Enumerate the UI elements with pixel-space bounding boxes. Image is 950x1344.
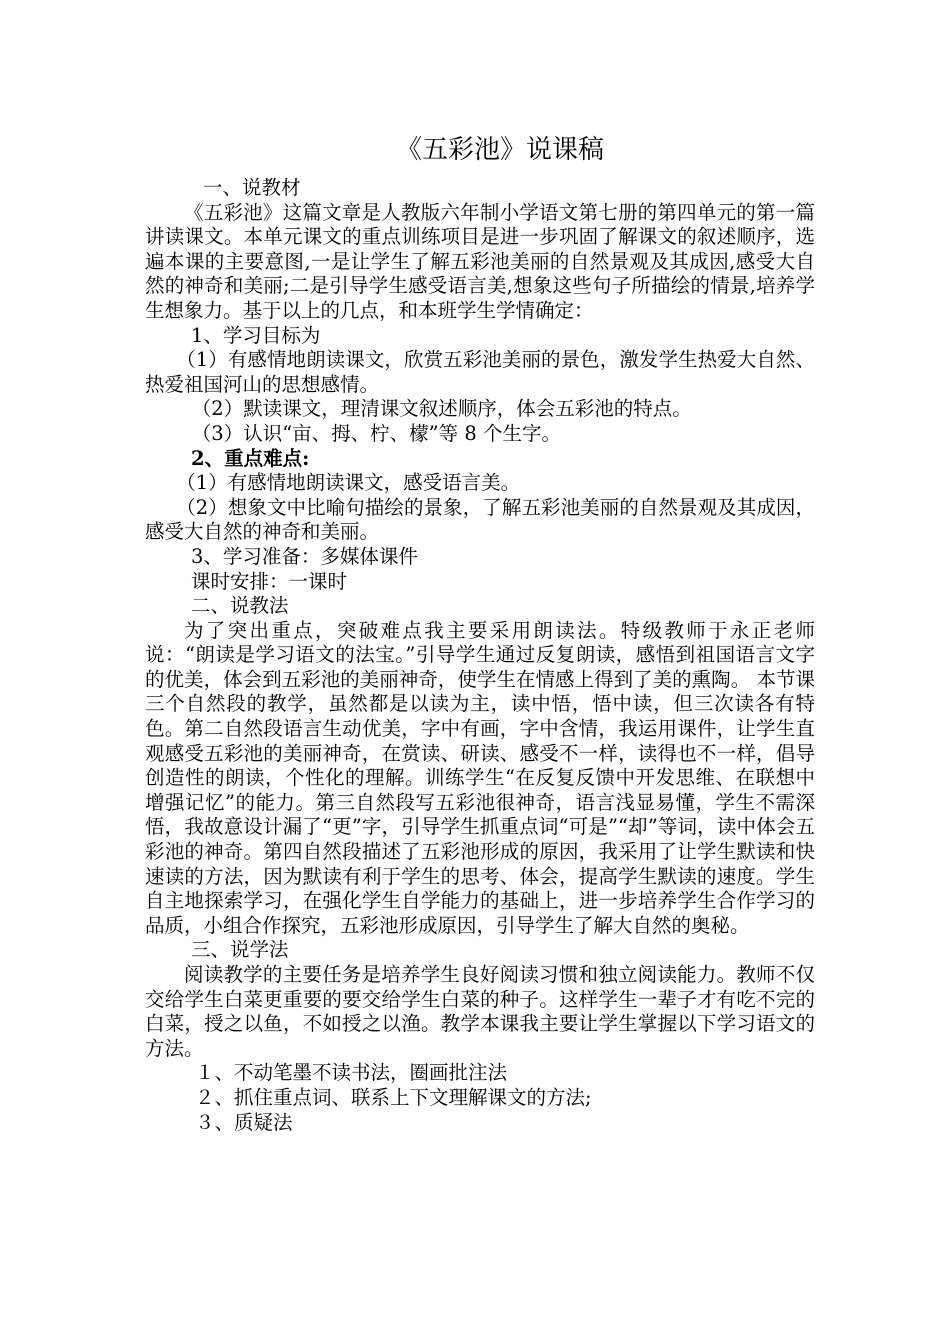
preparation-line: 3、学习准备：多媒体课件 (191, 544, 418, 568)
section-heading-learning-method: 三、说学法 (191, 938, 289, 962)
study-method-item-3: ３、质疑法 (195, 1110, 293, 1134)
goals-heading: 1、学习目标为 (191, 323, 321, 347)
study-paragraph: 阅读教学的主要任务是培养学生良好阅读习惯和独立阅读能力。教师不仅交给学生白菜更重要的要交给学生白菜的种子。这样学生一辈子才有吃不完的白菜，授之以鱼，不如授之以渔。教学本课我主要让学生掌握以下学习语文的方法。 (145, 963, 815, 1060)
document-body (145, 132, 815, 1135)
study-method-item-2: ２、抓住重点词、联系上下文理解课文的方法; (195, 1085, 592, 1109)
goal-item-3: （3）认识“亩、拇、柠、檬”等 8 个生字。 (191, 421, 561, 445)
section-heading-teaching-method: 二、说教法 (191, 594, 289, 618)
document-title: 《五彩池》说课稿 (395, 135, 604, 165)
goal-item-2: （2）默读课文，理清课文叙述顺序，体会五彩池的特点。 (191, 397, 692, 421)
schedule-line: 课时安排：一课时 (191, 569, 348, 593)
key-point-item-2: （2）想象文中比喻句描绘的景象，了解五彩池美丽的自然景观及其成因，感受大自然的神奇和美丽。 (145, 495, 815, 544)
key-points-heading: 2、重点难点: (191, 446, 310, 470)
key-point-item-1: （1）有感情地朗读课文，感受语言美。 (176, 471, 521, 495)
study-method-item-1: １、不动笔墨不读书法，圈画批注法 (195, 1061, 508, 1085)
section-heading-teaching-material: 一、说教材 (203, 176, 301, 199)
intro-paragraph: 《五彩池》这篇文章是人教版六年制小学语文第七册的第四单元的第一篇讲读课文。本单元课文的重点训练项目是进一步巩固了解课文的叙述顺序，选遍本课的主要意图,一是让学生了解五彩池美丽的自然景观及其成因,感受大自然的神奇和美丽;二是引导学生感受语言美,想象这些句子所描绘的情景,培养学生想象力。基于以上的几点，和本班学生学情确定： (145, 200, 815, 322)
goal-item-1: （1）有感情地朗读课文，欣赏五彩池美丽的景色，激发学生热爱大自然、热爱祖国河山的思想感情。 (145, 348, 815, 396)
method-paragraph: 为了突出重点，突破难点我主要采用朗读法。特级教师于永正老师说：“朗读是学习语文的法宝。”引导学生通过反复朗读，感悟到祖国语言文字的优美，体会到五彩池的美丽神奇，使学生在情感上得到了美的熏陶。 本节课三个自然段的教学，虽然都是以读为主，读中悟，悟中读，但三次读各有特色。第二自然段语言生动优美，字中有画，字中含情，我运用课件，让学生直观感受五彩池的美丽神奇，在赏读、研读、感受不一样，读得也不一样，倡导创造性的朗读，个性化的理解。训练学生“在反复反馈中开发思维、在联想中增强记忆”的能力。第三自然段写五彩池很神奇，语言浅显易懂，学生不需深悟，我故意设计漏了“更”字，引导学生抓重点词“可是”“却”等词，读中体会五彩池的神奇。第四自然段描述了五彩池形成的原因，我采用了让学生默读和快速读的方法，因为默读有利于学生的思考、体会，提高学生默读的速度。学生自主地探索学习，在强化学生自学能力的基础上，进一步培养学生合作学习的品质，小组合作探究，五彩池形成原因，引导学生了解大自然的奥秘。 (145, 618, 815, 937)
